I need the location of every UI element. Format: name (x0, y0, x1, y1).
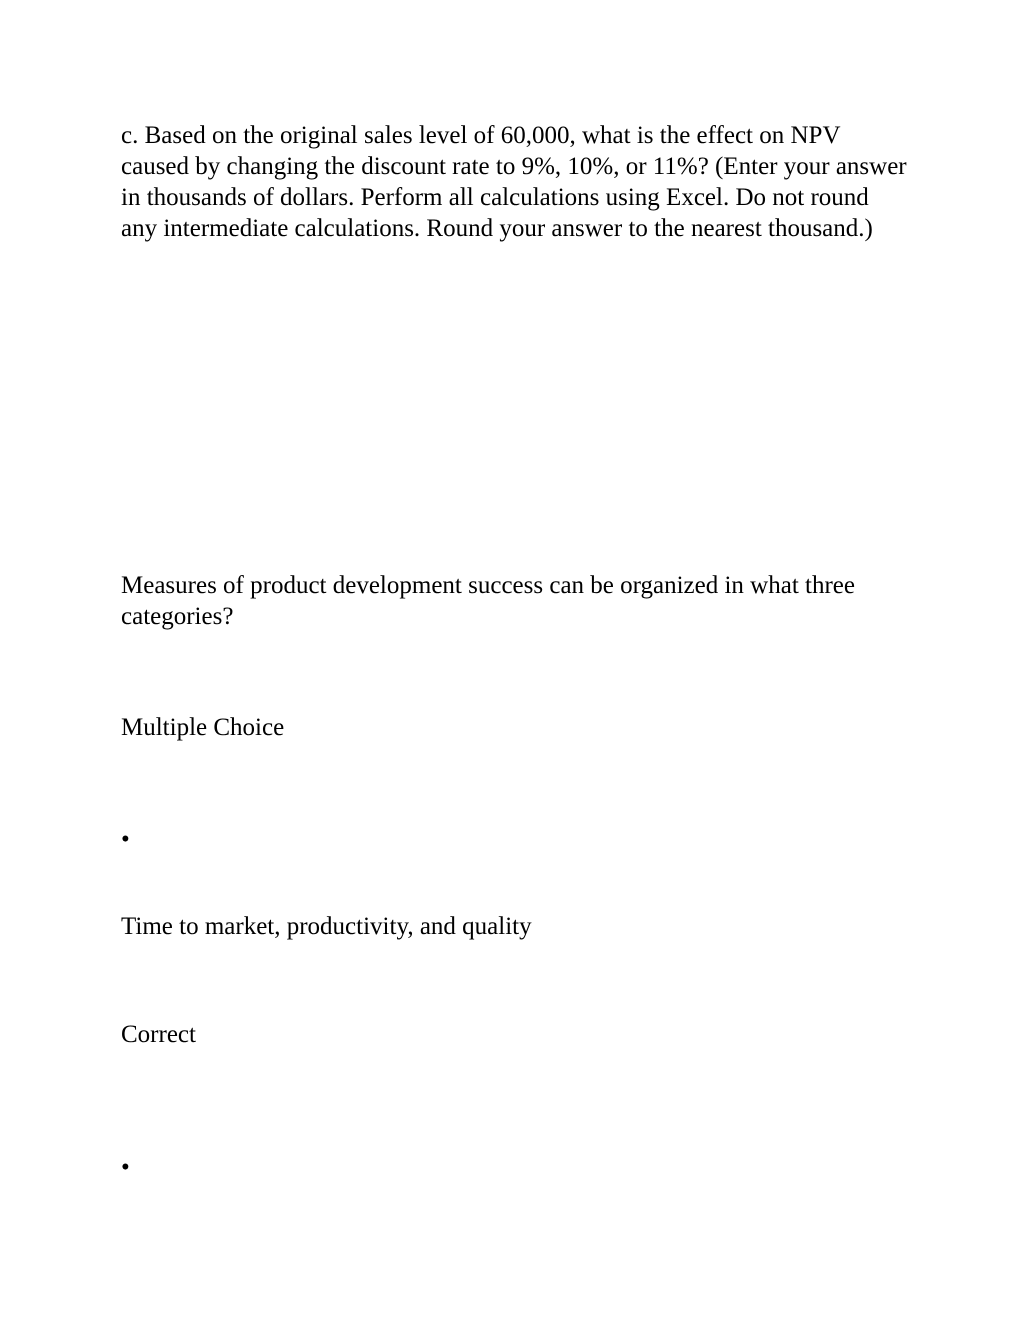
question-type-label: Multiple Choice (121, 714, 285, 741)
option-label-1: Time to market, productivity, and quality (121, 913, 532, 940)
option-bullet-2: • (121, 1154, 130, 1181)
question-text: Measures of product development success can be organized in what three categories? (121, 572, 855, 630)
question-c-text: c. Based on the original sales level of 60,000, what is the effect on NPV caused by changing the discount rate to 9%, 10%, or 11%? (Enter your answer in thousands of dollars. Perform all calculations using Excel. Do not round any intermediate calculations. Round your answer to the nearest thousand.) (121, 122, 907, 242)
option-bullet-1: • (121, 826, 130, 853)
option-status-correct: Correct (121, 1021, 196, 1048)
